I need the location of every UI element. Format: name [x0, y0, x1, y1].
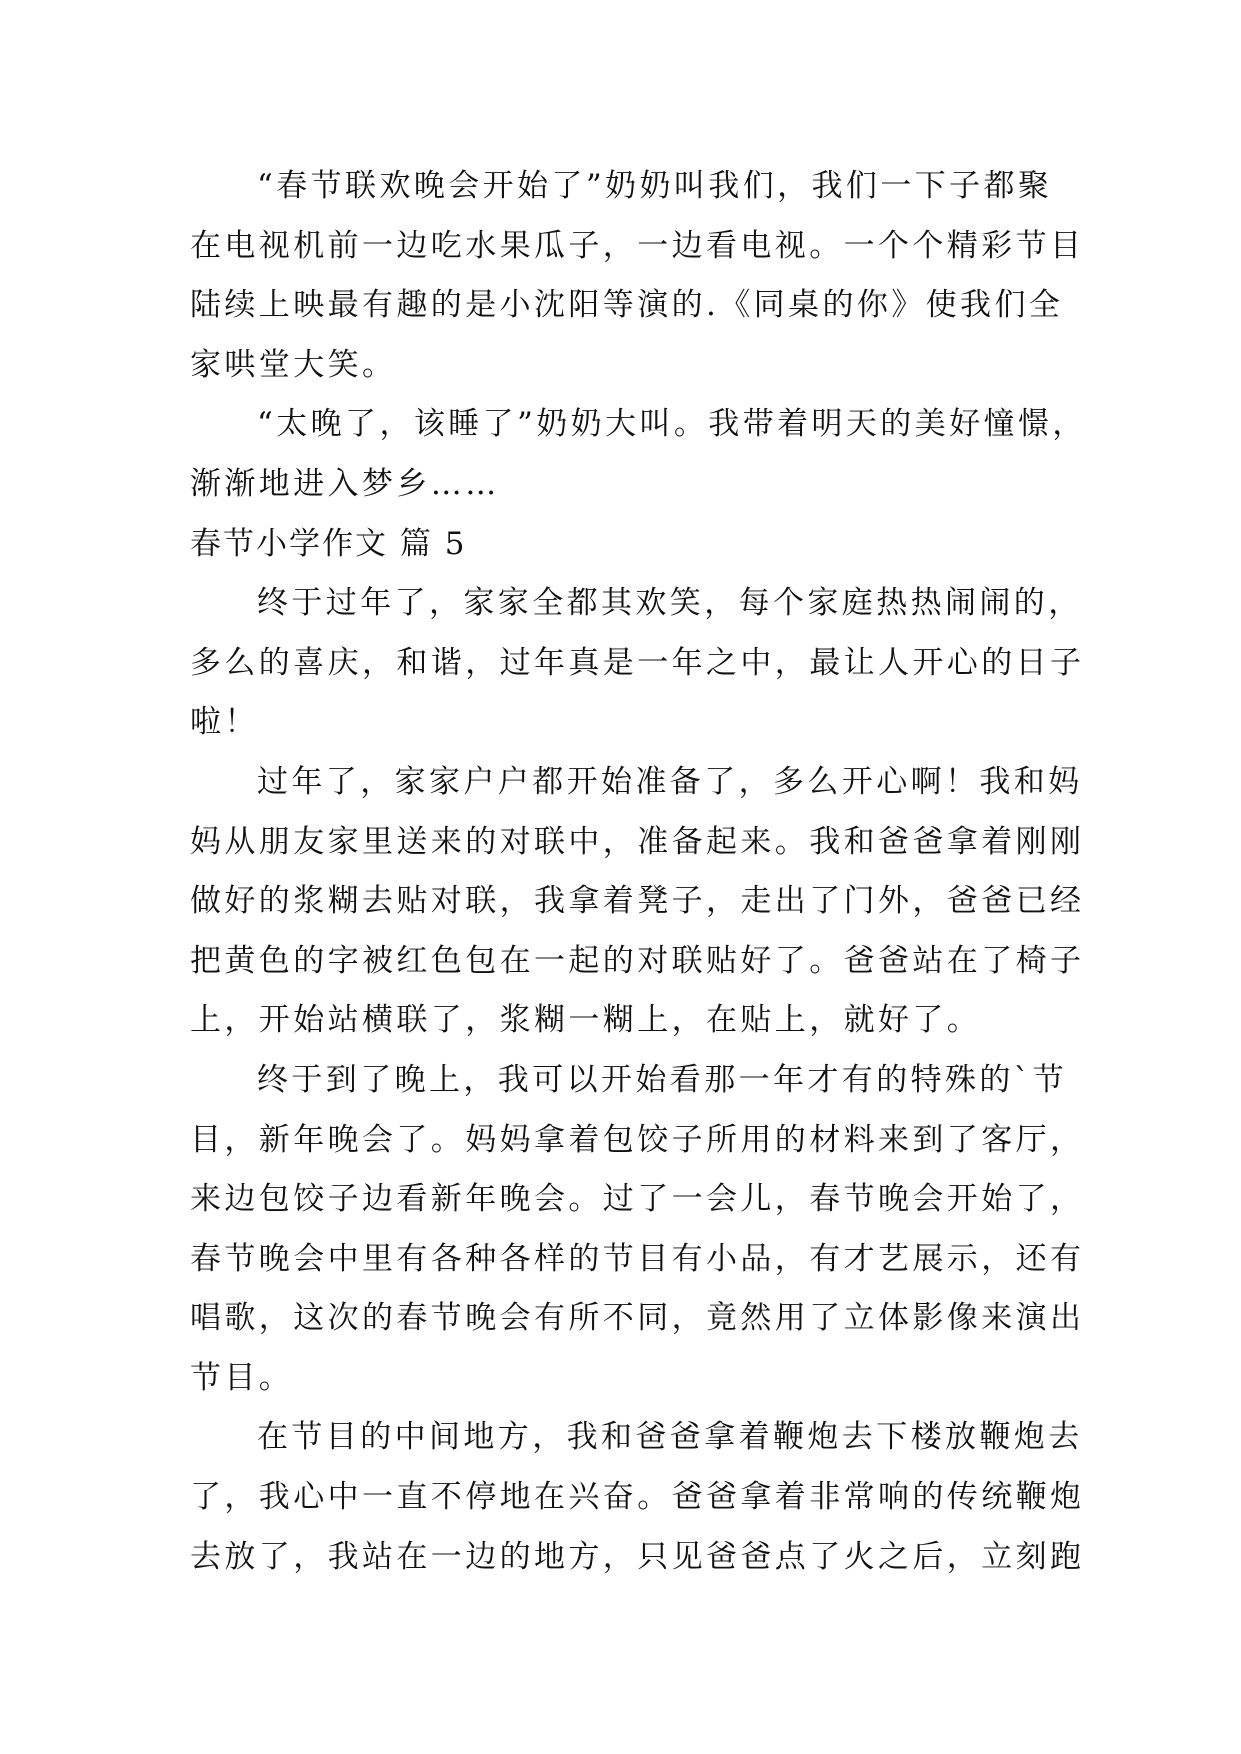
paragraph — [190, 157, 1085, 395]
text-line: 唱歌，这次的春节晚会有所不同，竟然用了立体影像来演出 — [190, 1300, 1085, 1337]
paragraph — [190, 574, 1085, 753]
text-line: 陆续上映最有趣的是小沈阳等演的.《同桌的你》使我们全 — [190, 287, 1064, 324]
text-line: 目，新年晚会了。妈妈拿着包饺子所用的材料来到了客厅， — [190, 1121, 1085, 1158]
text-line: 妈从朋友家里送来的对联中，准备起来。我和爸爸拿着刚刚 — [190, 823, 1085, 860]
text-line: “太晚了，该睡了”奶奶大叫。我带着明天的美好憧憬， — [257, 406, 1087, 443]
text-line: 做好的浆糊去贴对联，我拿着凳子，走出了门外，爸爸已经 — [190, 883, 1085, 920]
paragraph — [190, 1408, 1085, 1587]
text-line: 春节晚会中里有各种各样的节目有小品，有才艺展示，还有 — [190, 1240, 1085, 1277]
text-line: 终于过年了，家家全都其欢笑，每个家庭热热闹闹的， — [257, 585, 1083, 622]
text-line: “春节联欢晚会开始了”奶奶叫我们，我们一下子都聚 — [257, 168, 1053, 204]
text-line: 过年了，家家户户都开始准备了，多么开心啊！我和妈 — [257, 763, 1083, 800]
text-line: 多么的喜庆，和谐，过年真是一年之中，最让人开心的日子 — [190, 644, 1085, 681]
section-title: 春节小学作文 篇 5 — [190, 525, 467, 562]
paragraph — [190, 753, 1085, 1051]
text-line: 在节目的中间地方，我和爸爸拿着鞭炮去下楼放鞭炮去 — [257, 1419, 1083, 1456]
text-line: 渐渐地进入梦乡…… — [190, 465, 500, 502]
text-line: 去放了，我站在一边的地方，只见爸爸点了火之后，立刻跑 — [190, 1538, 1085, 1575]
text-line: 上，开始站横联了，浆糊一糊上，在贴上，就好了。 — [190, 1002, 982, 1039]
text-line: 在电视机前一边吃水果瓜子，一边看电视。一个个精彩节目 — [190, 227, 1085, 264]
section-heading — [190, 515, 1050, 575]
essay-body — [190, 157, 1087, 1587]
text-line: 把黄色的字被红色包在一起的对联贴好了。爸爸站在了椅子 — [190, 942, 1085, 979]
text-line: 家哄堂大笑。 — [190, 346, 397, 383]
text-line: 节目。 — [190, 1359, 294, 1396]
paragraph — [190, 1051, 1085, 1409]
paragraph — [190, 395, 1087, 514]
text-line: 啦！ — [190, 704, 259, 741]
text-line: 终于到了晚上，我可以开始看那一年才有的特殊的`节 — [257, 1061, 1068, 1098]
text-line: 来边包饺子边看新年晚会。过了一会儿，春节晚会开始了， — [190, 1181, 1085, 1218]
text-line: 了，我心中一直不停地在兴奋。爸爸拿着非常响的传统鞭炮 — [190, 1479, 1085, 1516]
